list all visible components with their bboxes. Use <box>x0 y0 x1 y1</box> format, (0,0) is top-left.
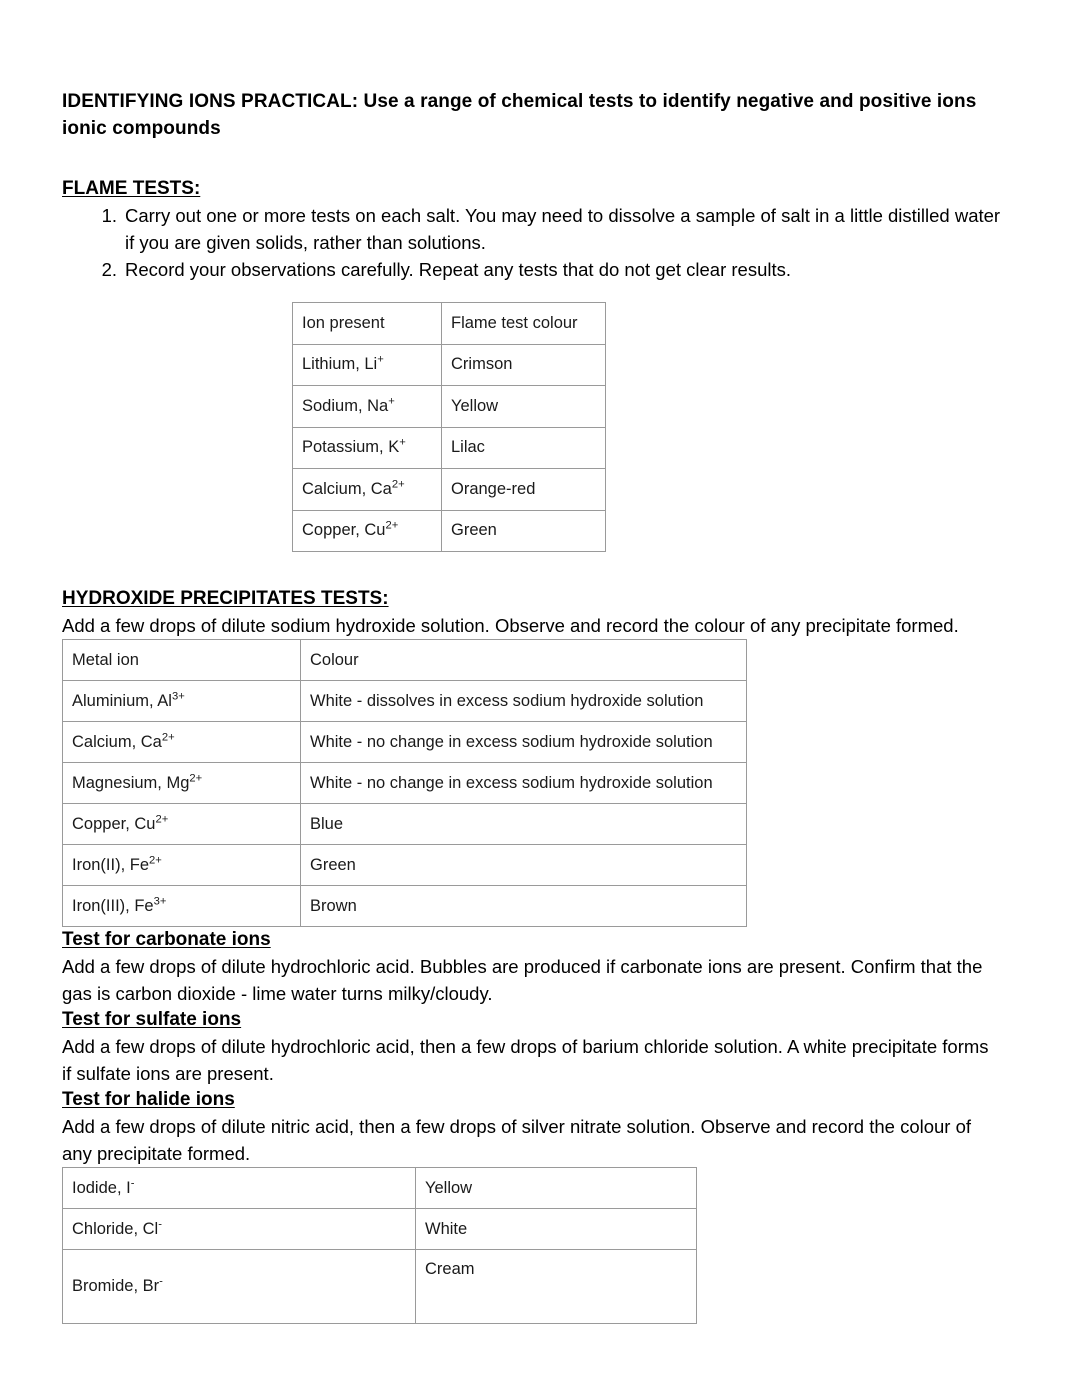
table-row <box>63 804 747 845</box>
ion-name: Calcium, Ca <box>302 479 392 498</box>
table-header-cell: Ion present <box>293 303 442 345</box>
list-item-text: Record your observations carefully. Repeat any tests that do not get clear results. <box>125 259 791 280</box>
flame-tests-steps <box>62 202 1002 283</box>
ion-charge: - <box>130 1177 135 1189</box>
table-row <box>63 681 747 722</box>
table-cell-ion <box>293 344 442 386</box>
table-cell-colour: Orange-red <box>442 469 606 511</box>
table-cell-colour: Brown <box>301 886 747 927</box>
ion-charge: 2+ <box>189 772 203 784</box>
table-header-cell: Metal ion <box>63 640 301 681</box>
ion-name: Calcium, Ca <box>72 732 162 751</box>
table-cell-colour: White - no change in excess sodium hydroxide solution <box>301 722 747 763</box>
table-row <box>63 640 747 681</box>
table-row <box>293 303 606 345</box>
ion-name: Copper, Cu <box>302 521 386 540</box>
sulfate-test-heading: Test for sulfate ions <box>62 1009 242 1030</box>
table-row <box>63 1209 697 1250</box>
carbonate-heading-wrap <box>62 927 1002 953</box>
halide-test-heading: Test for halide ions <box>62 1089 235 1110</box>
ion-name: Iodide, I <box>72 1178 131 1197</box>
table-cell-colour: Crimson <box>442 344 606 386</box>
table-row <box>293 344 606 386</box>
table-cell-ion <box>63 845 301 886</box>
ion-charge: + <box>399 436 406 449</box>
ion-charge: 2+ <box>155 813 169 825</box>
table-row <box>63 845 747 886</box>
spacer <box>62 142 1002 176</box>
ion-name: Bromide, Br <box>72 1277 160 1295</box>
hydroxide-tests-heading: HYDROXIDE PRECIPITATES TESTS: <box>62 588 389 609</box>
table-row <box>63 886 747 927</box>
table-cell-colour: White - dissolves in excess sodium hydroxide solution <box>301 681 747 722</box>
ion-name: Iron(II), Fe <box>72 855 150 874</box>
list-item-number: 1. <box>101 205 117 226</box>
table-cell-ion <box>63 763 301 804</box>
page-title: IDENTIFYING IONS PRACTICAL: Use a range of chemical tests to identify negative and positive ions ionic compounds <box>62 91 977 139</box>
table-cell-ion <box>293 386 442 428</box>
table-cell-ion <box>63 1250 416 1324</box>
table-row <box>293 510 606 552</box>
table-cell-colour: Green <box>442 510 606 552</box>
ion-name: Chloride, Cl <box>72 1219 159 1238</box>
hydroxide-precipitates-table <box>62 639 747 927</box>
ion-charge: 3+ <box>171 690 185 702</box>
table-row <box>63 1168 697 1209</box>
table-cell-colour: Lilac <box>442 427 606 469</box>
halide-heading-wrap <box>62 1087 1002 1113</box>
table-header-cell: Flame test colour <box>442 303 606 345</box>
table-row <box>293 469 606 511</box>
flame-test-table-wrap <box>62 302 1002 552</box>
table-cell-ion <box>63 681 301 722</box>
ion-charge: 2+ <box>391 478 405 491</box>
table-cell-ion <box>63 1168 416 1209</box>
ion-charge: 2+ <box>161 731 175 743</box>
table-cell-colour: Green <box>301 845 747 886</box>
ion-name: Aluminium, Al <box>72 691 172 710</box>
ion-charge: + <box>388 395 395 408</box>
ion-charge: 3+ <box>153 895 167 907</box>
list-item-number: 2. <box>101 259 117 280</box>
table-cell-colour: White - no change in excess sodium hydroxide solution <box>301 763 747 804</box>
table-row <box>293 427 606 469</box>
ion-name: Lithium, Li <box>302 355 378 374</box>
table-header-cell: Colour <box>301 640 747 681</box>
carbonate-test-heading: Test for carbonate ions <box>62 929 271 950</box>
table-row <box>63 722 747 763</box>
ion-name: Sodium, Na <box>302 396 389 415</box>
table-row <box>63 1250 697 1324</box>
table-row <box>63 763 747 804</box>
ion-charge: - <box>159 1275 163 1288</box>
table-cell-colour: Yellow <box>416 1168 697 1209</box>
ion-name: Iron(III), Fe <box>72 896 154 915</box>
table-row <box>293 386 606 428</box>
ion-charge: 2+ <box>385 519 399 532</box>
hydroxide-heading-wrap <box>62 586 1002 612</box>
table-cell-ion <box>63 722 301 763</box>
flame-tests-heading-wrap <box>62 176 1002 202</box>
ion-name: Magnesium, Mg <box>72 773 190 792</box>
ion-charge: + <box>377 353 384 366</box>
table-cell-colour: White <box>416 1209 697 1250</box>
sulfate-test-text: Add a few drops of dilute hydrochloric acid, then a few drops of barium chloride solution. A white precipitate forms if sulfate ions are present. <box>62 1036 989 1084</box>
table-cell-ion <box>293 469 442 511</box>
table-cell-ion <box>63 804 301 845</box>
ion-charge: 2+ <box>149 854 162 866</box>
spacer <box>62 552 1002 586</box>
ion-name: Copper, Cu <box>72 814 156 833</box>
table-cell-colour: Yellow <box>442 386 606 428</box>
spacer <box>62 283 1002 302</box>
table-cell-ion <box>63 1209 416 1250</box>
sulfate-heading-wrap <box>62 1007 1002 1033</box>
list-item <box>62 202 1002 256</box>
table-cell-ion <box>293 427 442 469</box>
flame-test-table <box>292 302 606 552</box>
ion-name: Potassium, K <box>302 438 400 457</box>
list-item-text: Carry out one or more tests on each salt. You may need to dissolve a sample of salt in a little distilled water if you are given solids, rather than solutions. <box>125 205 1001 253</box>
carbonate-test-text: Add a few drops of dilute hydrochloric acid. Bubbles are produced if carbonate ions are present. Confirm that the gas is carbon dioxide - lime water turns milky/cloudy. <box>62 956 983 1004</box>
hydroxide-tests-intro: Add a few drops of dilute sodium hydroxide solution. Observe and record the colour of any precipitate formed. <box>62 615 959 636</box>
flame-tests-heading: FLAME TESTS: <box>62 178 201 199</box>
list-item <box>62 256 1002 283</box>
table-cell-ion <box>293 510 442 552</box>
ion-charge: - <box>158 1218 162 1230</box>
table-cell-ion <box>63 886 301 927</box>
table-cell-colour: Cream <box>416 1250 697 1324</box>
halide-ions-table <box>62 1167 697 1324</box>
halide-test-text: Add a few drops of dilute nitric acid, then a few drops of silver nitrate solution. Observe and record the colour of any precipitate formed. <box>62 1116 972 1164</box>
table-cell-colour: Blue <box>301 804 747 845</box>
